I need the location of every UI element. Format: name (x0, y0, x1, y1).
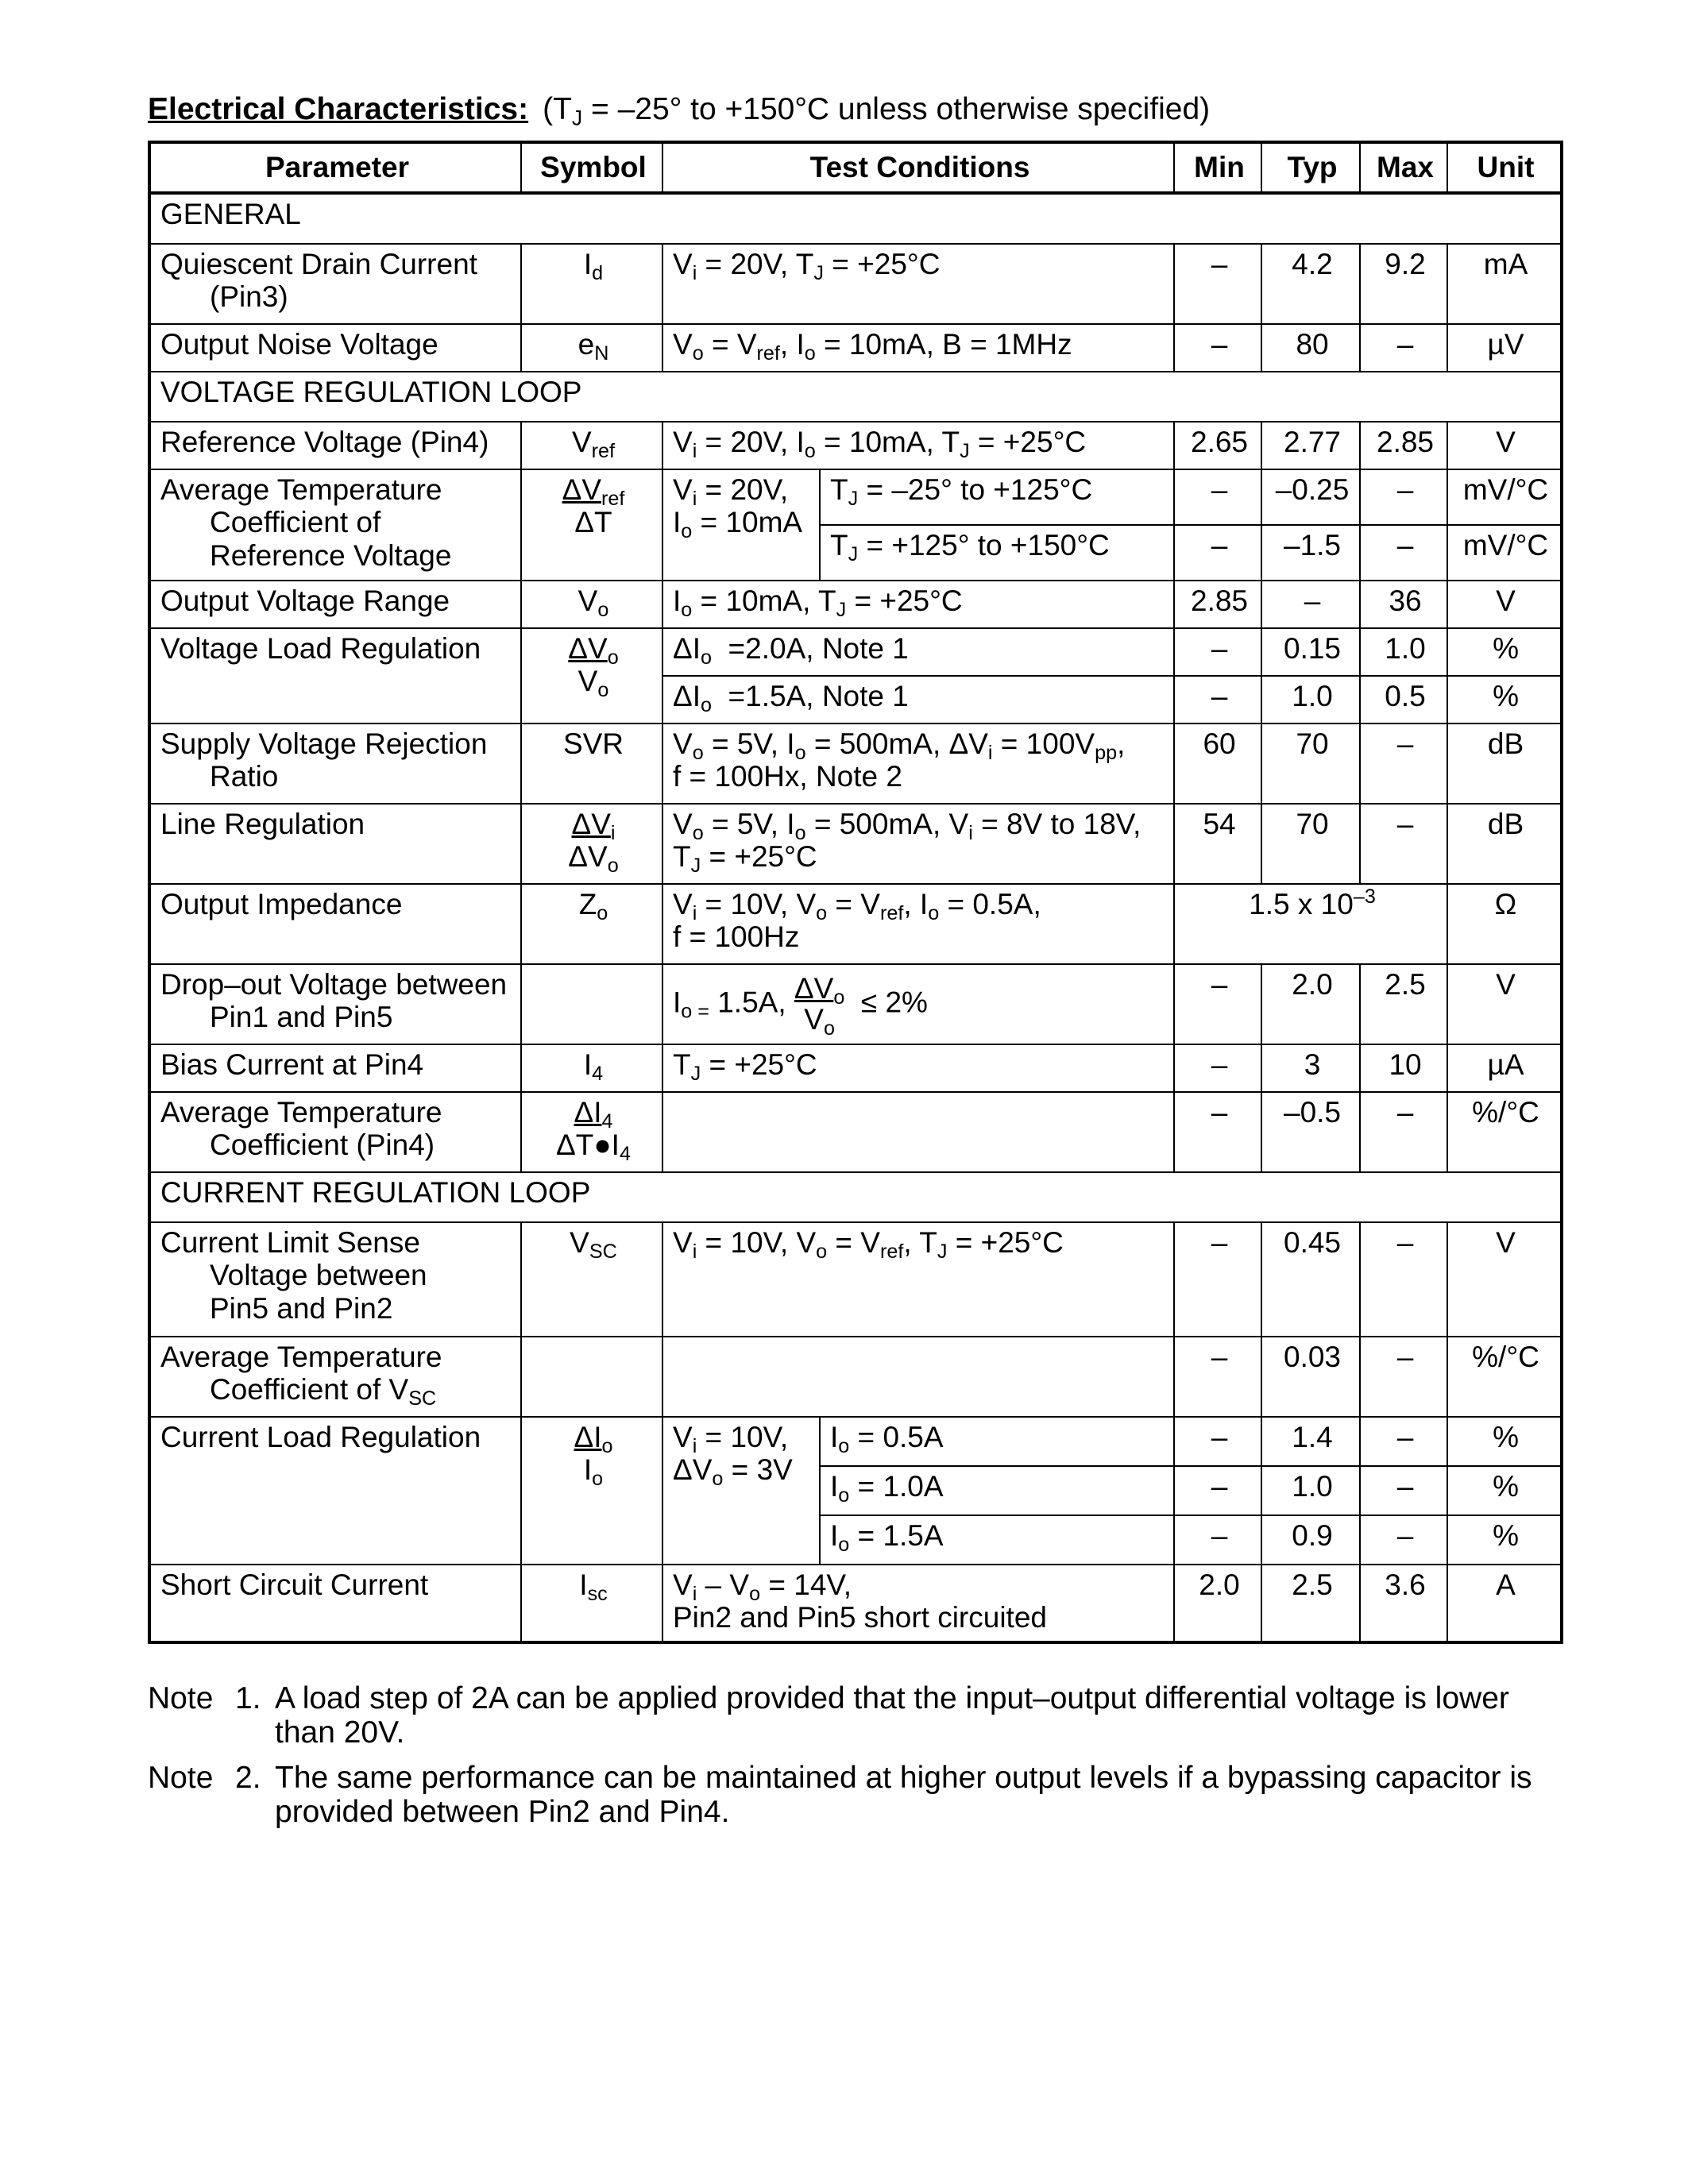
param-impedance: Output Impedance (149, 884, 521, 964)
max-value: 0.5 (1360, 676, 1447, 723)
unit-value: % (1447, 628, 1562, 676)
max-value: 10 (1360, 1044, 1447, 1092)
header-test-conditions: Test Conditions (662, 142, 1174, 193)
unit-value: % (1447, 1417, 1562, 1466)
symbol-di4: $\frac{\Delta I_4}{\Delta T●I_4}$ (521, 1092, 662, 1172)
max-value: 3.6 (1360, 1565, 1447, 1642)
min-value: 60 (1174, 723, 1261, 804)
typ-value: –0.25 (1261, 469, 1360, 525)
table-row (149, 884, 1562, 964)
unit-value: V (1447, 964, 1562, 1044)
table-row (149, 804, 1562, 884)
note-2 (148, 1761, 1570, 1830)
max-value: – (1360, 1222, 1447, 1337)
unit-value: µA (1447, 1044, 1562, 1092)
param-dropout: Drop–out Voltage between Pin1 and Pin5 (149, 964, 521, 1044)
cond-isc: $V_i - V_o = 14V$, Pin2 and Pin5 short circuited (662, 1565, 1174, 1642)
section-general: GENERAL (149, 193, 1562, 244)
max-value: – (1360, 469, 1447, 525)
unit-value: mV/°C (1447, 469, 1562, 525)
cond-avg-temp-vref-common: $V_i = 20V$, $I_o = 10mA$ (662, 469, 820, 581)
note-number: 1. (235, 1681, 261, 1715)
note-label: Note (148, 1760, 214, 1795)
table-row (149, 469, 1562, 525)
cond-dropout: $I_{o =}$ 1.5A, $\Delta V_o$ $V_o \le 2\%$ (662, 964, 1174, 1044)
typ-value: 0.15 (1261, 628, 1360, 676)
typ-value: – (1261, 581, 1360, 628)
max-value: 1.0 (1360, 628, 1447, 676)
note-number: 2. (235, 1760, 261, 1795)
max-value: – (1360, 723, 1447, 804)
unit-value: A (1447, 1565, 1562, 1642)
unit-value: V (1447, 581, 1562, 628)
title-conditions: ($T_J = -25^\circ$ to +150°C unless otherwise specified) (543, 92, 1211, 130)
table-row (149, 581, 1562, 628)
max-value: – (1360, 804, 1447, 884)
typ-value: 0.45 (1261, 1222, 1360, 1337)
min-value: – (1174, 244, 1261, 324)
table-row (149, 1222, 1562, 1337)
param-avg-temp-vref: Average Temperature Coefficient of Reference Voltage (149, 469, 521, 581)
section-row (149, 193, 1562, 244)
table-row (149, 723, 1562, 804)
section-row (149, 372, 1562, 422)
electrical-characteristics-table (148, 141, 1563, 1644)
param-vsc: Current Limit Sense Voltage between Pin5 and Pin2 (149, 1222, 521, 1337)
unit-value: mV/°C (1447, 525, 1562, 581)
param-load-reg: Voltage Load Regulation (149, 628, 521, 723)
unit-value: %/°C (1447, 1337, 1562, 1417)
min-value: 54 (1174, 804, 1261, 884)
cond-cur-load-reg-c: $I_o = 1.5A$ (820, 1515, 1174, 1565)
param-bias: Bias Current at Pin4 (149, 1044, 521, 1092)
typ-value: –1.5 (1261, 525, 1360, 581)
table-row (149, 244, 1562, 324)
table-row (149, 628, 1562, 676)
title-label: Electrical Characteristics: (148, 92, 529, 126)
symbol-zo: $Z_o$ (521, 884, 662, 964)
symbol-dvi-dvo: $\frac{\Delta V_i}{\Delta V_o}$ (521, 804, 662, 884)
header-max: Max (1360, 142, 1447, 193)
cond-quiescent: $V_i = 20V$, $T_J = +25^\circ C$ (662, 244, 1174, 324)
max-value: – (1360, 1092, 1447, 1172)
min-value: 2.85 (1174, 581, 1261, 628)
symbol-i4: $I_4$ (521, 1044, 662, 1092)
min-value: – (1174, 964, 1261, 1044)
max-value: – (1360, 525, 1447, 581)
param-avg-temp-vsc: Average Temperature Coefficient of $V_{SC}$ (149, 1337, 521, 1417)
unit-value: dB (1447, 804, 1562, 884)
page-title (148, 92, 1211, 130)
cond-load-reg-b: $\Delta I_o =1.5A$, Note 1 (662, 676, 1174, 723)
max-value: 2.5 (1360, 964, 1447, 1044)
header-min: Min (1174, 142, 1261, 193)
symbol-vo: $V_o$ (521, 581, 662, 628)
table-row (149, 422, 1562, 469)
param-vref: Reference Voltage (Pin4) (149, 422, 521, 469)
impedance-value: 1.5 x $10^{-3}$ (1174, 884, 1447, 964)
param-noise: Output Noise Voltage (149, 324, 521, 372)
header-parameter: Parameter (149, 142, 521, 193)
max-value: – (1360, 1515, 1447, 1565)
typ-value: 1.0 (1261, 676, 1360, 723)
note-text: The same performance can be maintained at higher output levels if a bypassing capacitor is provided between Pin2 and Pin4. (275, 1760, 1532, 1829)
min-value: – (1174, 1466, 1261, 1515)
param-avg-temp-pin4: Average Temperature Coefficient (Pin4) (149, 1092, 521, 1172)
min-value: 2.65 (1174, 422, 1261, 469)
typ-value: 0.03 (1261, 1337, 1360, 1417)
min-value: – (1174, 1222, 1261, 1337)
table-row (149, 1417, 1562, 1466)
cond-avg-temp-vref-a: $T_J = -25^\circ$ to +125°C (820, 469, 1174, 525)
max-value: – (1360, 1417, 1447, 1466)
notes-section (148, 1682, 1570, 1841)
cond-noise: $V_o = V_{ref}$, $I_o = 10mA$, B = 1MHz (662, 324, 1174, 372)
cond-bias: $T_J = +25^\circ C$ (662, 1044, 1174, 1092)
min-value: – (1174, 1092, 1261, 1172)
param-cur-load-reg: Current Load Regulation (149, 1417, 521, 1565)
header-symbol: Symbol (521, 142, 662, 193)
min-value: – (1174, 469, 1261, 525)
symbol-avg-temp-vsc-empty (521, 1337, 662, 1417)
table-row (149, 1092, 1562, 1172)
unit-value: V (1447, 1222, 1562, 1337)
table-row (149, 1044, 1562, 1092)
symbol-dvref-dt: $\frac{\Delta V_{ref}}{\Delta T}$ (521, 469, 662, 581)
unit-value: %/°C (1447, 1092, 1562, 1172)
typ-value: 3 (1261, 1044, 1360, 1092)
unit-value: % (1447, 1466, 1562, 1515)
note-1 (148, 1682, 1570, 1750)
cond-svr: $V_o = 5V$, $I_o = 500mA$, $\Delta V_i = 100V_{pp}$, f = 100Hx, Note 2 (662, 723, 1174, 804)
unit-value: µV (1447, 324, 1562, 372)
min-value: – (1174, 628, 1261, 676)
typ-value: 1.0 (1261, 1466, 1360, 1515)
cond-avg-temp-vsc-empty (662, 1337, 1174, 1417)
symbol-vref: $V_{ref}$ (521, 422, 662, 469)
typ-value: 1.4 (1261, 1417, 1360, 1466)
typ-value: 4.2 (1261, 244, 1360, 324)
param-svr: Supply Voltage Rejection Ratio (149, 723, 521, 804)
cond-cur-load-reg-a: $I_o = 0.5A$ (820, 1417, 1174, 1466)
symbol-dio-io: $\frac{\Delta I_o}{I_o}$ (521, 1417, 662, 1565)
typ-value: 80 (1261, 324, 1360, 372)
cond-impedance: $V_i = 10V$, $V_o = V_{ref}$, $I_o = 0.5A$, f = 100Hz (662, 884, 1174, 964)
cond-load-reg-a: $\Delta I_o =2.0A$, Note 1 (662, 628, 1174, 676)
typ-value: 2.0 (1261, 964, 1360, 1044)
cond-vref: $V_i = 20V$, $I_o = 10mA$, $T_J = +25^\circ C$ (662, 422, 1174, 469)
note-label: Note (148, 1681, 214, 1715)
max-value: – (1360, 324, 1447, 372)
note-text: A load step of 2A can be applied provided that the input–output differential voltage is lower than 20V. (275, 1681, 1509, 1750)
cond-line-reg: $V_o = 5V$, $I_o = 500mA$, $V_i = 8V$ to 18V, $T_J = +25^\circ C$ (662, 804, 1174, 884)
max-value: – (1360, 1466, 1447, 1515)
section-current-loop: CURRENT REGULATION LOOP (149, 1172, 1562, 1222)
section-voltage-loop: VOLTAGE REGULATION LOOP (149, 372, 1562, 422)
typ-value: 2.5 (1261, 1565, 1360, 1642)
typ-value: 2.77 (1261, 422, 1360, 469)
param-isc: Short Circuit Current (149, 1565, 521, 1642)
param-vo-range: Output Voltage Range (149, 581, 521, 628)
min-value: – (1174, 1417, 1261, 1466)
param-line-reg: Line Regulation (149, 804, 521, 884)
max-value: 9.2 (1360, 244, 1447, 324)
unit-value: % (1447, 676, 1562, 723)
cond-avg-temp-pin4-empty (662, 1092, 1174, 1172)
min-value: – (1174, 324, 1261, 372)
unit-value: % (1447, 1515, 1562, 1565)
section-row (149, 1172, 1562, 1222)
table-row (149, 324, 1562, 372)
header-unit: Unit (1447, 142, 1562, 193)
max-value: 2.85 (1360, 422, 1447, 469)
table-row (149, 1565, 1562, 1642)
typ-value: 0.9 (1261, 1515, 1360, 1565)
max-value: – (1360, 1337, 1447, 1417)
unit-value: mA (1447, 244, 1562, 324)
symbol-dvo-vo: $\frac{\Delta V_o}{V_o}$ (521, 628, 662, 723)
cond-vsc: $V_i = 10V$, $V_o = V_{ref}$, $T_J = +25^\circ C$ (662, 1222, 1174, 1337)
max-value: 36 (1360, 581, 1447, 628)
table-row (149, 964, 1562, 1044)
typ-value: 70 (1261, 723, 1360, 804)
symbol-vsc: $V_{SC}$ (521, 1222, 662, 1337)
min-value: – (1174, 1337, 1261, 1417)
symbol-id: $I_d$ (521, 244, 662, 324)
symbol-dropout-empty (521, 964, 662, 1044)
param-quiescent: Quiescent Drain Current (Pin3) (149, 244, 521, 324)
symbol-en: $e_N$ (521, 324, 662, 372)
unit-value: V (1447, 422, 1562, 469)
cond-vo-range: $I_o = 10mA$, $T_J = +25^\circ C$ (662, 581, 1174, 628)
table-row (149, 1337, 1562, 1417)
min-value: – (1174, 676, 1261, 723)
unit-value: dB (1447, 723, 1562, 804)
unit-value: Ω (1447, 884, 1562, 964)
header-row (149, 142, 1562, 193)
symbol-svr: SVR (521, 723, 662, 804)
min-value: 2.0 (1174, 1565, 1261, 1642)
min-value: – (1174, 1515, 1261, 1565)
min-value: – (1174, 1044, 1261, 1092)
typ-value: –0.5 (1261, 1092, 1360, 1172)
header-typ: Typ (1261, 142, 1360, 193)
symbol-isc: $I_{sc}$ (521, 1565, 662, 1642)
cond-avg-temp-vref-b: $T_J = +125^\circ$ to +150°C (820, 525, 1174, 581)
typ-value: 70 (1261, 804, 1360, 884)
cond-cur-load-reg-common: $V_i = 10V$, $\Delta V_o = 3V$ (662, 1417, 820, 1565)
min-value: – (1174, 525, 1261, 581)
cond-cur-load-reg-b: $I_o = 1.0A$ (820, 1466, 1174, 1515)
